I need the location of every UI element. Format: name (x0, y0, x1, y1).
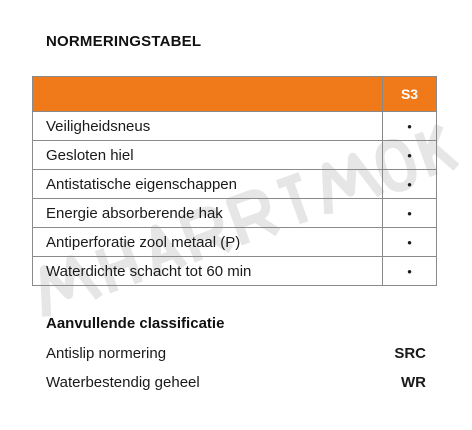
row-mark: • (383, 170, 437, 199)
row-mark: • (383, 112, 437, 141)
row-label: Antiperforatie zool metaal (P) (33, 228, 383, 257)
row-mark: • (383, 257, 437, 286)
row-mark: • (383, 141, 437, 170)
row-label: Energie absorberende hak (33, 199, 383, 228)
table-row (33, 141, 437, 170)
row-mark: • (383, 228, 437, 257)
header-s3-cell: S3 (383, 77, 437, 112)
norm-table (32, 76, 437, 286)
row-label: Waterdichte schacht tot 60 min (33, 257, 383, 286)
table-row (33, 112, 437, 141)
table-row (33, 228, 437, 257)
classification-label: Antislip normering (46, 345, 167, 362)
classification-code: WR (401, 374, 426, 391)
table-header-row (33, 77, 437, 112)
row-label: Veiligheidsneus (33, 112, 383, 141)
classification-code: SRC (394, 345, 426, 362)
classification-row-waterbestendig (46, 374, 426, 396)
row-label: Antistatische eigenschappen (33, 170, 383, 199)
page-title: NORMERINGSTABEL (46, 33, 202, 50)
additional-classification-heading: Aanvullende classificatie (46, 315, 225, 332)
table-row (33, 257, 437, 286)
header-label-cell (33, 77, 383, 112)
classification-row-antislip (46, 345, 426, 367)
table-row (33, 170, 437, 199)
table-row (33, 199, 437, 228)
row-label: Gesloten hiel (33, 141, 383, 170)
classification-label: Waterbestendig geheel (46, 374, 200, 391)
row-mark: • (383, 199, 437, 228)
